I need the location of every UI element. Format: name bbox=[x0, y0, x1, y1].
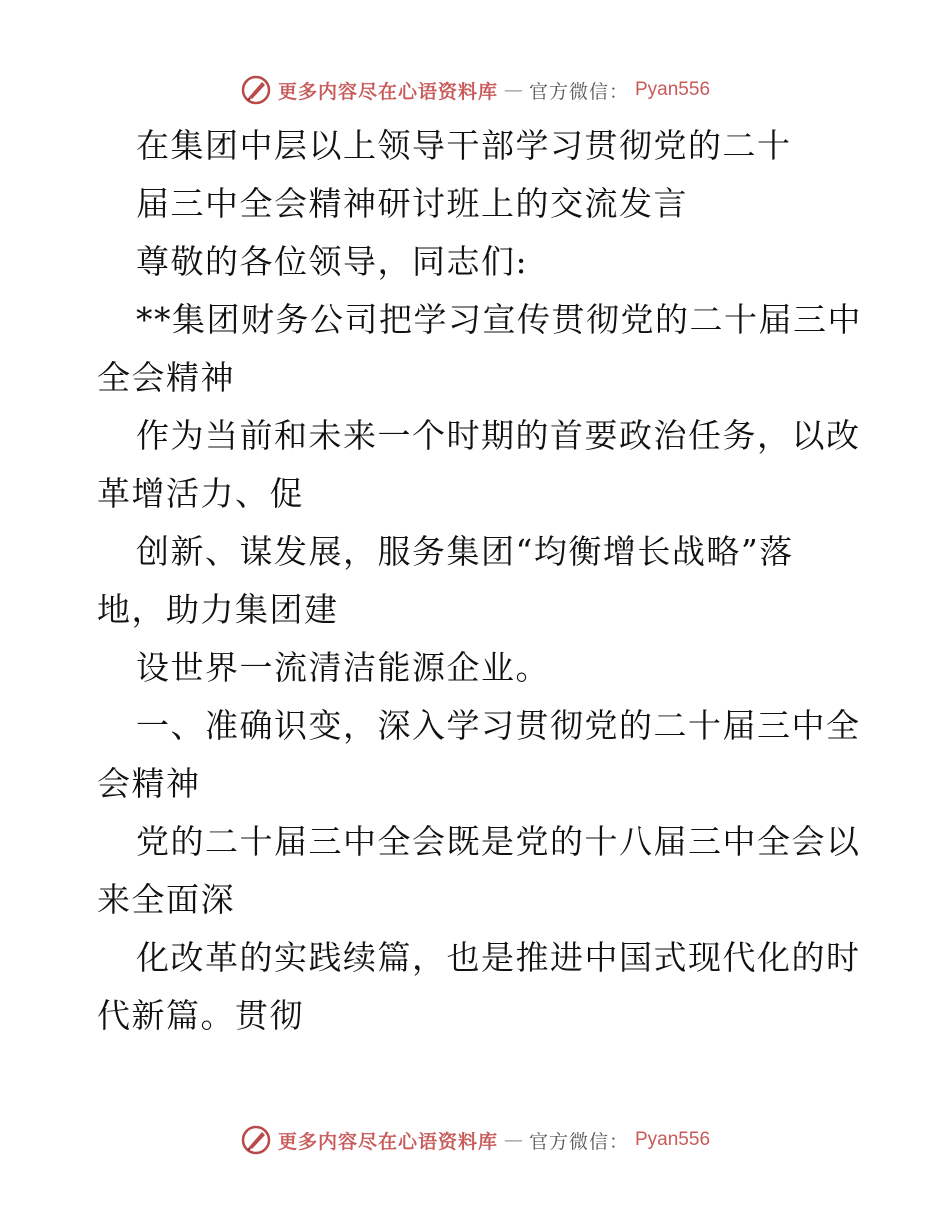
quill-logo-icon bbox=[240, 1124, 272, 1156]
footer-watermark bbox=[0, 1120, 950, 1160]
document-line: 化改革的实践续篇，也是推进中国式现代化的时 bbox=[136, 938, 861, 977]
document-line: 设世界一流清洁能源企业。 bbox=[136, 648, 550, 687]
watermark-brand: 更多内容尽在心语资料库 bbox=[277, 1130, 498, 1153]
document-line: 一、准确识变，深入学习贯彻党的二十届三中全 bbox=[136, 706, 861, 745]
document-line: 创新、谋发展，服务集团“均衡增长战略”落 bbox=[136, 532, 794, 571]
watermark-official-label: 官方微信： bbox=[528, 1130, 629, 1153]
quill-logo-icon bbox=[240, 74, 272, 106]
watermark-dash: — bbox=[503, 1129, 523, 1151]
watermark-dash: — bbox=[503, 79, 523, 101]
document-body bbox=[97, 117, 862, 1045]
document-line: 在集团中层以上领导干部学习贯彻党的二十 bbox=[136, 126, 792, 165]
document-line: 代新篇。贯彻 bbox=[97, 996, 304, 1035]
document-line: 来全面深 bbox=[97, 880, 235, 919]
document-line: 届三中全会精神研讨班上的交流发言 bbox=[136, 184, 688, 223]
watermark-wechat-id: Pyan556 bbox=[635, 1129, 711, 1150]
watermark-brand: 更多内容尽在心语资料库 bbox=[277, 80, 498, 103]
document-line: 会精神 bbox=[97, 764, 201, 803]
document-line: 全会精神 bbox=[97, 358, 235, 397]
watermark-official-label: 官方微信： bbox=[528, 80, 629, 103]
document-line: 尊敬的各位领导，同志们: bbox=[136, 242, 529, 281]
document-line: 地，助力集团建 bbox=[97, 590, 339, 629]
document-line: 革增活力、促 bbox=[97, 474, 304, 513]
document-line: 作为当前和未来一个时期的首要政治任务，以改 bbox=[136, 416, 861, 455]
document-line: **集团财务公司把学习宣传贯彻党的二十届三中 bbox=[136, 300, 862, 339]
watermark-wechat-id: Pyan556 bbox=[635, 79, 711, 100]
header-watermark bbox=[0, 70, 950, 110]
document-line: 党的二十届三中全会既是党的十八届三中全会以 bbox=[136, 822, 861, 861]
